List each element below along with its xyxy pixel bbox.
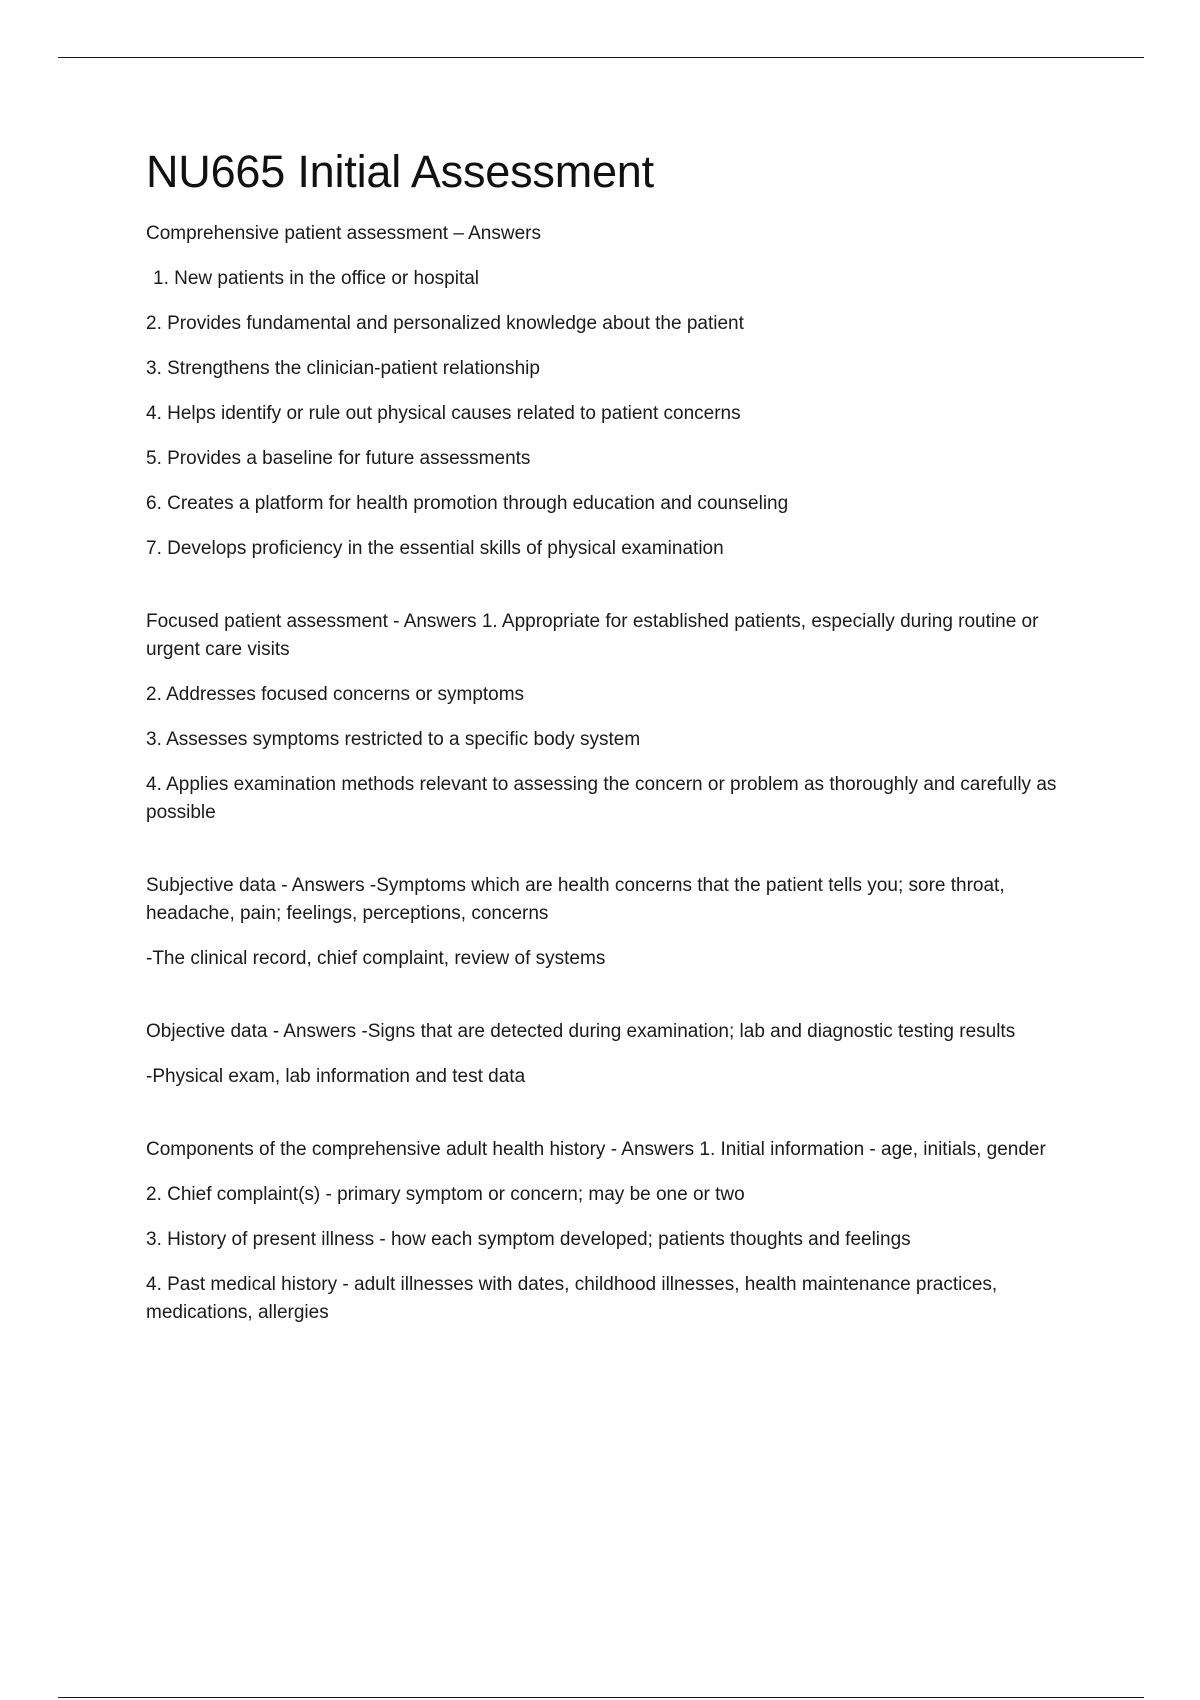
list-item: 1. New patients in the office or hospital	[153, 268, 480, 289]
section-heading: Objective data - Answers -Signs that are detected during examination; lab and diagnostic testing results	[146, 1021, 1016, 1042]
document-title: NU665 Initial Assessment	[146, 146, 654, 197]
bottom-rule	[58, 1697, 1144, 1698]
list-item: 2. Addresses focused concerns or symptoms	[146, 684, 525, 705]
list-item: 7. Develops proficiency in the essential skills of physical examination	[146, 538, 724, 559]
section-heading: Focused patient assessment - Answers 1. Appropriate for established patients, especially during routine or urgent care visits	[146, 611, 1039, 660]
top-rule	[58, 57, 1144, 58]
section-heading: Components of the comprehensive adult health history - Answers 1. Initial information - age, initials, gender	[146, 1139, 1046, 1160]
list-item: 5. Provides a baseline for future assessments	[146, 448, 531, 469]
section-heading: Comprehensive patient assessment – Answers	[146, 223, 541, 244]
list-item: -Physical exam, lab information and test data	[146, 1066, 526, 1087]
section-health-history-components	[146, 1136, 1086, 1327]
list-item: 3. Assesses symptoms restricted to a specific body system	[146, 729, 641, 750]
list-item: 4. Helps identify or rule out physical causes related to patient concerns	[146, 403, 741, 424]
list-item: -The clinical record, chief complaint, review of systems	[146, 948, 606, 969]
list-item: 4. Applies examination methods relevant to assessing the concern or problem as thoroughly and carefully as possible	[146, 774, 1057, 823]
section-subjective-data	[146, 872, 1086, 973]
list-item: 4. Past medical history - adult illnesses with dates, childhood illnesses, health maintenance practices, medications, allergies	[146, 1274, 998, 1323]
section-focused-assessment	[146, 608, 1086, 827]
list-item: 6. Creates a platform for health promotion through education and counseling	[146, 493, 789, 514]
list-item: 2. Provides fundamental and personalized knowledge about the patient	[146, 313, 744, 334]
section-comprehensive-assessment	[146, 220, 1086, 563]
section-objective-data	[146, 1018, 1086, 1091]
document-body	[146, 220, 1086, 1344]
list-item: 3. History of present illness - how each symptom developed; patients thoughts and feelings	[146, 1229, 911, 1250]
section-heading: Subjective data - Answers -Symptoms which are health concerns that the patient tells you; sore throat, headache, pain; feelings, perceptions, concerns	[146, 875, 1005, 924]
list-item: 2. Chief complaint(s) - primary symptom or concern; may be one or two	[146, 1184, 745, 1205]
list-item: 3. Strengthens the clinician-patient relationship	[146, 358, 540, 379]
